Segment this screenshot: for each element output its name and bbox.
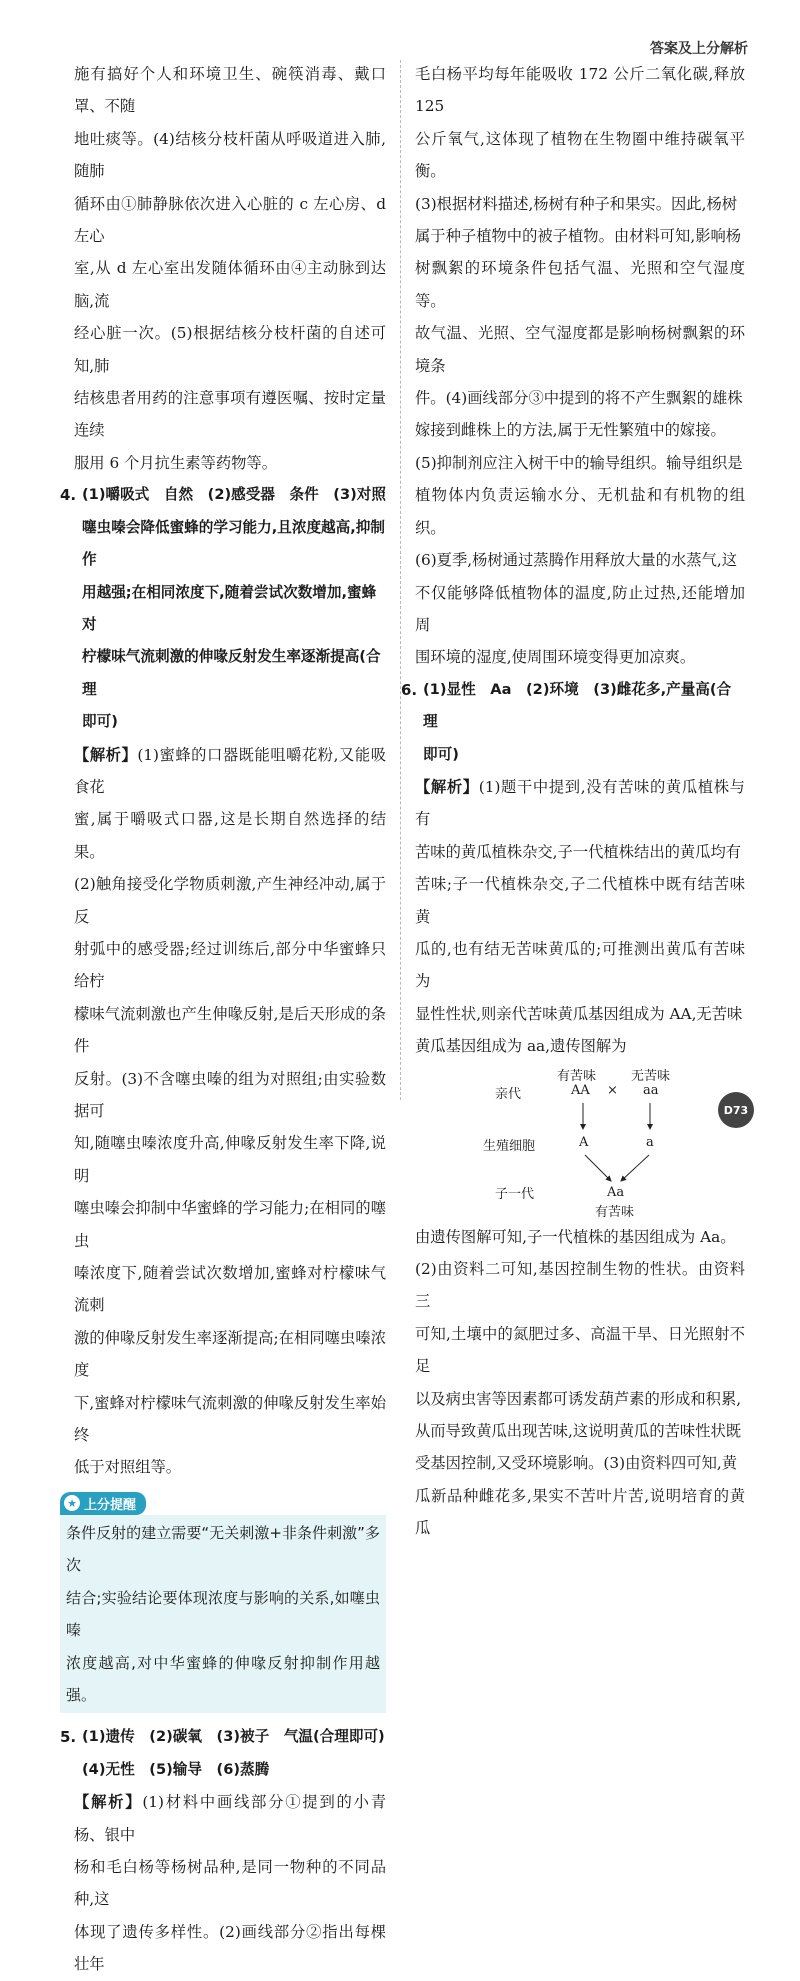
f1-genotype: Aa	[607, 1184, 625, 1200]
tip-line: 结合;实验结论要体现浓度与影响的关系,如噻虫嗪	[66, 1588, 380, 1640]
text-line: (2)触角接受化学物质刺激,产生神经冲动,属于反	[74, 875, 386, 926]
star-icon: ★	[64, 1495, 80, 1511]
answer-line: (1)遗传 (2)碳氧 (3)被子 气温(合理即可)	[82, 1728, 385, 1746]
page-header: 答案及上分解析	[650, 41, 748, 57]
gamete-label: 生殖细胞	[483, 1138, 536, 1154]
text-line: 件。(4)画线部分③中提到的将不产生飘絮的雄株	[415, 389, 743, 408]
parent-generation-label: 亲代	[495, 1086, 522, 1102]
text-line: 属于种子植物中的被子植物。由材料可知,影响杨	[415, 227, 742, 246]
page-number-badge: D73	[718, 1092, 754, 1128]
tip-line: 浓度越高,对中华蜜蜂的伸喙反射抑制作用越强。	[66, 1653, 380, 1704]
text-line: 嗪浓度下,随着尝试次数增加,蜜蜂对柠檬味气流刺	[74, 1264, 386, 1315]
text-line: 嫁接到雌株上的方法,属于无性繁殖中的嫁接。	[415, 421, 726, 440]
question-number: 5.	[60, 1728, 77, 1747]
text-line: 由遗传图解可知,子一代植株的基因组成为 Aa。	[415, 1227, 736, 1246]
answer-line: 即可)	[423, 745, 459, 763]
text-line: 檬味气流刺激也产生伸喙反射,是后天形成的条件	[74, 1004, 386, 1056]
q5-analysis-continued	[415, 58, 745, 674]
tip-header	[60, 1492, 146, 1515]
analysis-tag: 【解析】	[74, 1793, 143, 1812]
p1-phenotype: 有苦味	[557, 1068, 597, 1084]
text-line: (2)由资料二可知,基因控制生物的性状。由资料三	[415, 1260, 745, 1311]
text-line: 循环由①肺静脉依次进入心脏的 c 左心房、d 左心	[74, 194, 386, 246]
q3-analysis-continued	[60, 58, 386, 479]
tip-line: 条件反射的建立需要“无关刺激+非条件刺激”多次	[66, 1523, 380, 1575]
text-line: 瓜新品种雌花多,果实不苦叶片苦,说明培育的黄瓜	[415, 1486, 745, 1538]
answer-4	[60, 479, 386, 738]
text-line: 显性性状,则亲代苦味黄瓜基因组成为 AA,无苦味	[415, 1004, 743, 1023]
analysis-4	[60, 739, 386, 1484]
text-line: 结核患者用药的注意事项有遵医嘱、按时定量连续	[74, 389, 386, 440]
text-line: 噻虫嗪会抑制中华蜜蜂的学习能力;在相同的噻虫	[74, 1199, 386, 1250]
text-line: 苦味;子一代植株杂交,子二代植株中既有结苦味黄	[415, 875, 745, 926]
cross-arrows	[415, 1063, 745, 1221]
question-number: 6.	[401, 680, 418, 699]
arrow-line	[585, 1155, 611, 1181]
answer-line: 用越强;在相同浓度下,随着尝试次数增加,蜜蜂对	[82, 583, 377, 633]
column-divider	[400, 60, 401, 1100]
text-line: 下,蜜蜂对柠檬味气流刺激的伸喙反射发生率始终	[74, 1393, 386, 1445]
text-line: 黄瓜基因组成为 aa,遗传图解为	[415, 1037, 627, 1056]
answer-5	[60, 1721, 386, 1786]
text-line: 受基因控制,又受环境影响。(3)由资料四可知,黄	[415, 1454, 738, 1473]
answer-line: 噻虫嗪会降低蜜蜂的学习能力,且浓度越高,抑制作	[82, 518, 385, 569]
text-line: 知,随噻虫嗪浓度升高,伸喙反射发生率下降,说明	[74, 1134, 386, 1185]
answer-line: 柠檬味气流刺激的伸喙反射发生率逐渐提高(合理	[82, 648, 381, 698]
p1-genotype: AA	[571, 1082, 590, 1098]
analysis-tag: 【解析】	[74, 745, 138, 764]
f1-phenotype: 有苦味	[595, 1204, 635, 1220]
text-line: 可知,土壤中的氮肥过多、高温干旱、日光照射不足	[415, 1324, 745, 1376]
text-line: 不仅能够降低植物体的温度,防止过热,还能增加周	[415, 583, 745, 634]
p2-phenotype: 无苦味	[631, 1068, 671, 1084]
text-line: (1)题干中提到,没有苦味的黄瓜植株与有	[415, 777, 745, 829]
answer-line: (1)显性 Aa (2)环境 (3)雌花多,产量高(合理	[423, 680, 732, 731]
text-line: (6)夏季,杨树通过蒸腾作用释放大量的水蒸气,这	[415, 551, 738, 570]
text-line: 地吐痰等。(4)结核分枝杆菌从呼吸道进入肺,随肺	[74, 129, 386, 181]
genetic-cross-diagram	[415, 1063, 745, 1221]
text-line: 毛白杨平均每年能吸收 172 公斤二氧化碳,释放 125	[415, 65, 745, 116]
text-line: 树飘絮的环境条件包括气温、光照和空气湿度等。	[415, 259, 745, 310]
text-line: 经心脏一次。(5)根据结核分枝杆菌的自述可知,肺	[74, 324, 386, 375]
arrow-line	[621, 1155, 649, 1181]
text-line: 瓜的,也有结无苦味黄瓜的;可推测出黄瓜有苦味为	[415, 939, 745, 991]
answer-6	[401, 674, 745, 771]
text-line: 体现了遗传多样性。(2)画线部分②指出每棵壮年	[74, 1922, 386, 1974]
text-line: 低于对照组等。	[74, 1458, 182, 1477]
text-line: 杨和毛白杨等杨树品种,是同一物种的不同品种,这	[74, 1857, 386, 1909]
text-line: 故气温、光照、空气湿度都是影响杨树飘絮的环境条	[415, 324, 745, 375]
text-line: 室,从 d 左心室出发随体循环由④主动脉到达脑,流	[74, 259, 386, 310]
text-line: 植物体内负责运输水分、无机盐和有机物的组织。	[415, 486, 745, 537]
text-line: 以及病虫害等因素都可诱发葫芦素的形成和积累,	[415, 1389, 742, 1408]
analysis-6-continued	[415, 1221, 745, 1545]
analysis-5	[60, 1786, 386, 1980]
text-line: 蜜,属于嚼吸式口器,这是长期自然选择的结果。	[74, 810, 386, 861]
text-line: 围环境的湿度,使周围环境变得更加凉爽。	[415, 648, 696, 667]
text-line: (5)抑制剂应注入树干中的输导组织。输导组织是	[415, 453, 743, 472]
tip-box	[60, 1515, 386, 1713]
text-line: (1)蜜蜂的口器既能咀嚼花粉,又能吸食花	[74, 745, 386, 796]
tip-title: 上分提醒	[84, 1497, 137, 1513]
gamete-A: A	[579, 1134, 589, 1150]
analysis-tag: 【解析】	[415, 777, 479, 796]
text-line: (1)材料中画线部分①提到的小青杨、银中	[74, 1793, 386, 1844]
question-number: 4.	[60, 486, 77, 505]
text-line: 激的伸喙反射发生率逐渐提高;在相同噻虫嗪浓度	[74, 1328, 386, 1380]
cross-symbol: ×	[607, 1082, 618, 1098]
text-line: 从而导致黄瓜出现苦味,这说明黄瓜的苦味性状既	[415, 1422, 742, 1441]
p2-genotype: aa	[643, 1082, 659, 1098]
answer-line: (4)无性 (5)输导 (6)蒸腾	[82, 1760, 270, 1778]
text-line: (3)根据材料描述,杨树有种子和果实。因此,杨树	[415, 194, 738, 213]
text-line: 公斤氧气,这体现了植物在生物圈中维持碳氧平衡。	[415, 129, 745, 181]
text-line: 苦味的黄瓜植株杂交,子一代植株结出的黄瓜均有	[415, 842, 742, 861]
text-line: 反射。(3)不含噻虫嗪的组为对照组;由实验数据可	[74, 1069, 386, 1120]
answer-line: (1)嚼吸式 自然 (2)感受器 条件 (3)对照	[82, 486, 386, 504]
right-column	[401, 58, 745, 1545]
gamete-a: a	[646, 1134, 654, 1150]
text-line: 射弧中的感受器;经过训练后,部分中华蜜蜂只给柠	[74, 939, 386, 991]
text-line: 服用 6 个月抗生素等药物等。	[74, 453, 278, 472]
answer-line: 即可)	[82, 713, 118, 731]
text-line: 施有搞好个人和环境卫生、碗筷消毒、戴口罩、不随	[74, 65, 386, 116]
left-column	[60, 58, 386, 1981]
f1-generation-label: 子一代	[495, 1186, 535, 1202]
analysis-6	[415, 771, 745, 1063]
